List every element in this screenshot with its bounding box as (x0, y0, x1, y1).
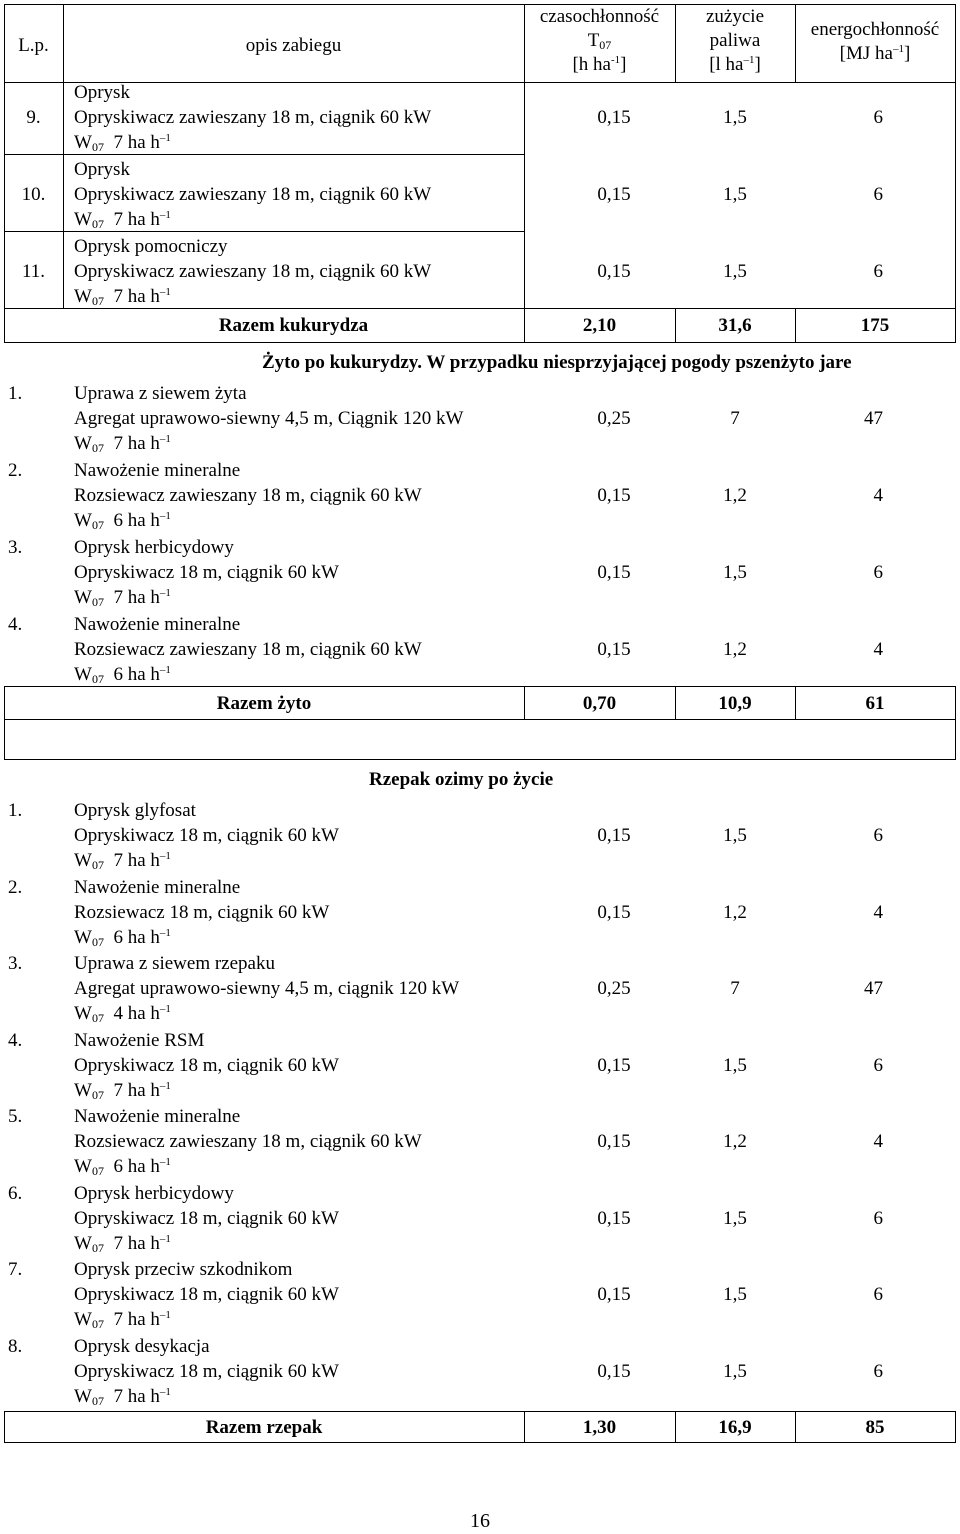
table-border (955, 4, 956, 342)
row-work-rate: $W_{07}$ 7 ha $h^{-1}$ (74, 1385, 171, 1408)
table-border (4, 82, 956, 83)
total-zyto-energy: 61 (865, 693, 885, 714)
row-machine: Rozsiewacz zawieszany 18 m, ciągnik 60 kW (74, 1131, 422, 1152)
row-lp: 3. (8, 953, 23, 974)
row-energochlonnosc: 6 (873, 184, 883, 205)
row-work-rate: $W_{07}$ 4 ha $h^{-1}$ (74, 1003, 171, 1025)
row-czasochlonnosc: 0,15 (597, 261, 631, 282)
row-zuzycie-paliwa: 1,2 (723, 1131, 747, 1152)
table-border (4, 759, 956, 760)
total-kukurydza-fuel: 31,6 (718, 315, 752, 336)
row-energochlonnosc: 6 (873, 261, 883, 282)
row-zuzycie-paliwa: 1,2 (723, 901, 747, 923)
row-machine: Opryskiwacz 18 m, ciągnik 60 kW (74, 1207, 339, 1229)
row-czasochlonnosc: 0,15 (597, 639, 631, 660)
row-zuzycie-paliwa: 7 (730, 978, 740, 999)
row-zuzycie-paliwa: 1,5 (723, 184, 747, 205)
row-energochlonnosc: 6 (873, 1054, 883, 1076)
row-energochlonnosc: 4 (873, 1131, 883, 1152)
row-energochlonnosc: 6 (873, 1284, 883, 1305)
row-zuzycie-paliwa: 1,5 (723, 1054, 747, 1076)
row-energochlonnosc: 47 (864, 408, 883, 429)
row-energochlonnosc: 4 (873, 901, 883, 923)
total-kukurydza-t: 2,10 (582, 315, 617, 336)
table-border (4, 686, 956, 687)
row-machine: Opryskiwacz 18 m, ciągnik 60 kW (74, 1054, 339, 1076)
row-zuzycie-paliwa: 1,2 (723, 639, 747, 660)
row-lp: 1. (8, 800, 23, 821)
total-rzepak-energy: 85 (865, 1417, 885, 1438)
row-work-rate: $W_{07}$ 6 ha $h^{-1}$ (74, 1156, 171, 1178)
total-zyto-fuel: 10,9 (718, 693, 752, 714)
table-border (4, 1411, 956, 1412)
row-machine: Opryskiwacz 18 m, ciągnik 60 kW (74, 825, 339, 846)
row-czasochlonnosc: 0,25 (597, 408, 631, 429)
total-rzepak-label: Razem rzepak (205, 1417, 323, 1438)
row-machine: Agregat uprawowo-siewny 4,5 m, Ciągnik 120 kW (74, 408, 464, 429)
row-czasochlonnosc: 0,15 (597, 184, 631, 205)
row-lp: 2. (8, 876, 23, 898)
row-machine: Opryskiwacz zawieszany 18 m, ciągnik 60 kW (74, 107, 432, 128)
row-czasochlonnosc: 0,15 (597, 485, 631, 506)
header-opis: opis zabiegu (245, 35, 342, 56)
row-operation-name: Oprysk herbicydowy (74, 537, 234, 558)
row-work-rate: $W_{07}$ 7 ha $h^{-1}$ (74, 286, 171, 308)
row-operation-name: Nawożenie mineralne (74, 614, 241, 635)
section2-title: Żyto po kukurydzy. W przypadku niesprzyjającej pogody pszenżyto jare (262, 352, 852, 373)
row-machine: Opryskiwacz zawieszany 18 m, ciągnik 60 kW (74, 261, 432, 282)
row-operation-name: Oprysk herbicydowy (74, 1182, 234, 1204)
row-czasochlonnosc: 0,15 (597, 1360, 631, 1382)
total-zyto-label: Razem żyto (216, 693, 312, 714)
row-operation-name: Oprysk (74, 82, 130, 103)
table-border (4, 342, 956, 343)
row-zuzycie-paliwa: 1,5 (723, 825, 747, 846)
row-machine: Opryskiwacz 18 m, ciągnik 60 kW (74, 1284, 339, 1305)
row-operation-name: Oprysk przeciw szkodnikom (74, 1259, 293, 1280)
header-lp: L.p. (18, 35, 49, 56)
total-kukurydza-energy: 175 (860, 315, 890, 336)
row-operation-name: Nawożenie mineralne (74, 1106, 241, 1127)
row-work-rate: $W_{07}$ 7 ha $h^{-1}$ (74, 1309, 171, 1331)
row-work-rate: $W_{07}$ 7 ha $h^{-1}$ (74, 850, 171, 872)
total-rzepak-fuel: 16,9 (718, 1417, 752, 1438)
row-operation-name: Nawożenie mineralne (74, 876, 241, 898)
row-czasochlonnosc: 0,25 (597, 978, 631, 999)
row-separator (4, 231, 524, 232)
row-operation-name: Uprawa z siewem rzepaku (74, 953, 275, 974)
row-machine: Opryskiwacz zawieszany 18 m, ciągnik 60 kW (74, 184, 432, 205)
row-energochlonnosc: 6 (873, 562, 883, 583)
row-work-rate: $W_{07}$ 7 ha $h^{-1}$ (74, 1232, 171, 1255)
row-czasochlonnosc: 0,15 (597, 1131, 631, 1152)
row-czasochlonnosc: 0,15 (597, 901, 631, 923)
table-border (4, 719, 5, 759)
row-separator (4, 154, 524, 155)
header-energochlonnosc: energochłonność [MJ $ha^{-1}$] (810, 19, 940, 64)
section3-title: Rzepak ozimy po życie (369, 769, 554, 790)
row-work-rate: $W_{07}$ 7 ha $h^{-1}$ (74, 209, 171, 231)
row-lp: 3. (8, 537, 23, 558)
total-zyto-t: 0,70 (582, 693, 617, 714)
row-lp: 11. (21, 261, 46, 282)
row-machine: Agregat uprawowo-siewny 4,5 m, ciągnik 120 kW (74, 978, 460, 999)
row-machine: Rozsiewacz zawieszany 18 m, ciągnik 60 kW (74, 639, 422, 660)
row-work-rate: $W_{07}$ 7 ha $h^{-1}$ (74, 433, 171, 455)
row-zuzycie-paliwa: 7 (730, 408, 740, 429)
row-zuzycie-paliwa: 1,5 (723, 261, 747, 282)
row-lp: 10. (21, 184, 46, 205)
total-rzepak-t: 1,30 (582, 1417, 617, 1438)
row-energochlonnosc: 6 (873, 1360, 883, 1382)
row-zuzycie-paliwa: 1,5 (723, 1360, 747, 1382)
table-border (4, 719, 956, 720)
row-czasochlonnosc: 0,15 (597, 1054, 631, 1076)
table-border (955, 719, 956, 759)
header-czasochlonnosc: czasochłonność $T_{07}$ [h $ha^{-1}$] (539, 6, 660, 75)
row-energochlonnosc: 4 (873, 485, 883, 506)
row-energochlonnosc: 4 (873, 639, 883, 660)
row-operation-name: Oprysk glyfosat (74, 800, 196, 821)
row-operation-name: Oprysk desykacja (74, 1335, 210, 1357)
total-kukurydza-label: Razem kukurydza (218, 315, 369, 336)
row-machine: Opryskiwacz 18 m, ciągnik 60 kW (74, 562, 339, 583)
row-work-rate: $W_{07}$ 6 ha $h^{-1}$ (74, 926, 171, 949)
row-work-rate: $W_{07}$ 7 ha $h^{-1}$ (74, 1079, 171, 1102)
row-operation-name: Oprysk pomocniczy (74, 236, 228, 257)
row-czasochlonnosc: 0,15 (597, 825, 631, 846)
row-zuzycie-paliwa: 1,5 (723, 1207, 747, 1229)
row-energochlonnosc: 6 (873, 107, 883, 128)
row-energochlonnosc: 6 (873, 1207, 883, 1229)
row-lp: 1. (8, 383, 23, 404)
page-number: 16 (470, 1510, 490, 1532)
row-machine: Rozsiewacz zawieszany 18 m, ciągnik 60 kW (74, 485, 422, 506)
row-machine: Rozsiewacz 18 m, ciągnik 60 kW (74, 901, 330, 923)
table-border (955, 686, 956, 719)
row-lp: 7. (8, 1259, 23, 1280)
row-work-rate: $W_{07}$ 7 ha $h^{-1}$ (74, 132, 171, 154)
row-work-rate: $W_{07}$ 6 ha $h^{-1}$ (74, 664, 171, 686)
row-lp: 9. (26, 107, 41, 128)
row-zuzycie-paliwa: 1,5 (723, 562, 747, 583)
row-energochlonnosc: 6 (873, 825, 883, 846)
row-lp: 6. (8, 1182, 23, 1204)
row-czasochlonnosc: 0,15 (597, 1284, 631, 1305)
row-czasochlonnosc: 0,15 (597, 1207, 631, 1229)
row-work-rate: $W_{07}$ 7 ha $h^{-1}$ (74, 587, 171, 609)
row-zuzycie-paliwa: 1,5 (723, 107, 747, 128)
row-work-rate: $W_{07}$ 6 ha $h^{-1}$ (74, 510, 171, 532)
row-lp: 8. (8, 1335, 23, 1357)
row-operation-name: Nawożenie mineralne (74, 460, 241, 481)
row-lp: 4. (8, 1029, 23, 1051)
row-lp: 4. (8, 614, 23, 635)
table-border (955, 1411, 956, 1442)
row-operation-name: Uprawa z siewem żyta (74, 383, 247, 404)
table-border (4, 1442, 956, 1443)
row-operation-name: Nawożenie RSM (74, 1029, 205, 1051)
header-zuzycie-paliwa: zużycie paliwa [l $ha^{-1}$] (705, 6, 764, 75)
row-energochlonnosc: 47 (864, 978, 883, 999)
row-czasochlonnosc: 0,15 (597, 107, 631, 128)
row-lp: 2. (8, 460, 23, 481)
row-machine: Opryskiwacz 18 m, ciągnik 60 kW (74, 1360, 339, 1382)
table-border (4, 4, 956, 5)
row-operation-name: Oprysk (74, 159, 130, 180)
row-czasochlonnosc: 0,15 (597, 562, 631, 583)
row-lp: 5. (8, 1106, 23, 1127)
row-zuzycie-paliwa: 1,2 (723, 485, 747, 506)
row-zuzycie-paliwa: 1,5 (723, 1284, 747, 1305)
